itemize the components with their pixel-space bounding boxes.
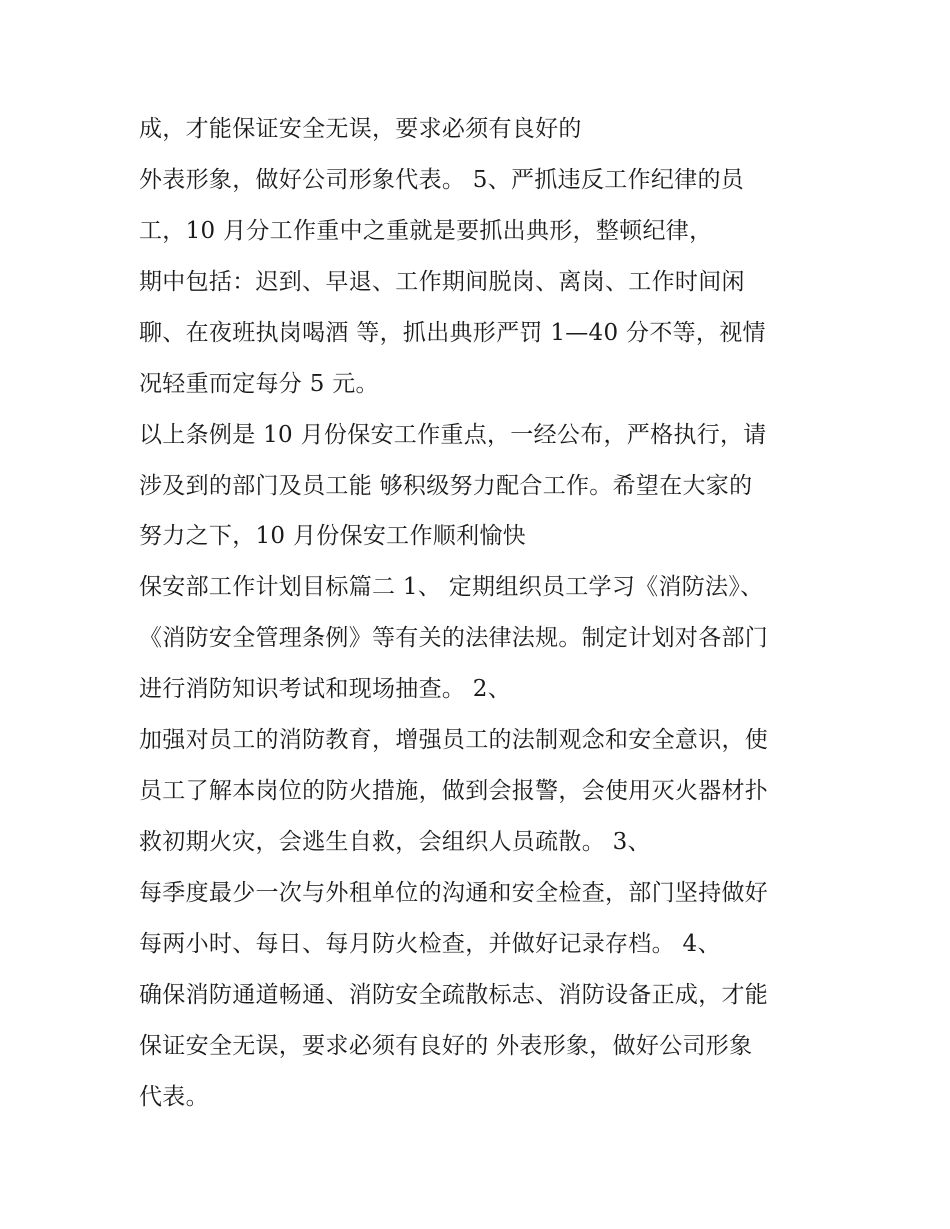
text-line: 救初期火灾，会逃生自救，会组织人员疏散。 3、 [139,829,651,855]
text-line: 成，才能保证安全无误，要求必须有良好的 [139,116,582,142]
text-line: 工，10 月分工作重中之重就是要抓出典形，整顿纪律， [139,218,713,244]
text-line: 期中包括：迟到、早退、工作期间脱岗、离岗、工作时间闲 [139,269,745,295]
text-line: 以上条例是 10 月份保安工作重点，一经公布，严格执行，请 [139,422,767,448]
text-line: 《消防安全管理条例》等有关的法律法规。制定计划对各部门 [139,625,769,651]
text-line: 代表。 [139,1084,209,1110]
text-line: 员工了解本岗位的防火措施，做到会报警，会使用灭火器材扑 [139,778,769,804]
text-line: 确保消防通道畅通、消防安全疏散标志、消防设备正成，才能 [139,982,769,1008]
text-line: 况轻重而定每分 5 元。 [139,371,379,397]
text-line: 外表形象，做好公司形象代表。 5、严抓违反工作纪律的员 [139,167,745,193]
text-line: 保安部工作计划目标篇二 1、 定期组织员工学习《消防法》、 [139,574,764,600]
text-line: 每两小时、每日、每月防火检查，并做好记录存档。 4、 [139,931,721,957]
text-line: 加强对员工的消防教育，增强员工的法制观念和安全意识，使 [139,727,769,753]
text-line: 聊、在夜班执岗喝酒 等，抓出典形严罚 1—40 分不等，视情 [139,320,766,346]
text-line: 每季度最少一次与外租单位的沟通和安全检查，部门坚持做好 [139,880,769,906]
text-line: 涉及到的部门及员工能 够积级努力配合工作。希望在大家的 [139,473,753,499]
text-line: 保证安全无误，要求必须有良好的 外表形象，做好公司形象 [139,1033,753,1059]
text-line: 努力之下，10 月份保安工作顺利愉快 [139,523,526,549]
text-line: 进行消防知识考试和现场抽查。 2、 [139,676,512,702]
